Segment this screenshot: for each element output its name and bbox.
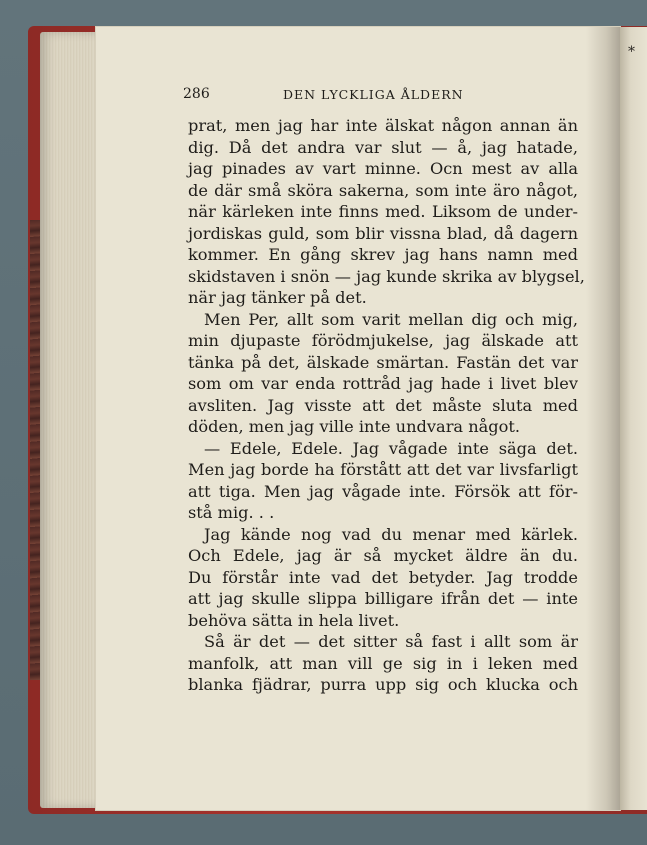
text-line: Så är det — det sitter så fast i allt som är (204, 632, 578, 651)
page-gutter-shadow (586, 27, 620, 810)
text-line: kommer. En gång skrev jag hans namn med (188, 245, 578, 264)
text-line: Men jag borde ha förstått att det var livsfarligt (188, 460, 578, 479)
text-line: när kärleken inte finns med. Liksom de under- (188, 202, 578, 221)
text-line: att jag skulle slippa billigare ifrån det — inte (188, 589, 578, 608)
text-line: skidstaven i snön — jag kunde skrika av blygsel, (188, 266, 585, 286)
text-line: Jag kände nog vad du menar med kärlek. (204, 524, 578, 544)
page-number: 286 (183, 86, 210, 102)
text-line: jordiskas guld, som blir vissna blad, då dagern (188, 223, 578, 243)
text-line: avsliten. Jag visste att det måste sluta med (188, 395, 578, 415)
running-title: DEN LYCKLIGA ÅLDERN (283, 87, 464, 102)
text-line: tänka på det, älskade smärtan. Fastän det var (188, 352, 578, 372)
facing-page-mark: * (628, 44, 635, 60)
text-line: jag pinades av vart minne. Ocn mest av alla (188, 159, 578, 178)
text-line: Och Edele, jag är så mycket äldre än du. (188, 546, 578, 565)
facing-page-edge (620, 27, 647, 810)
text-line: när jag tänker på det. (188, 288, 367, 307)
text-line: blanka fjädrar, purra upp sig och klucka och (188, 675, 578, 694)
text-line: min djupaste förödmjukelse, jag älskade att (188, 331, 578, 350)
text-line: manfolk, att man vill ge sig in i leken med (188, 653, 578, 673)
text-line: döden, men jag ville inte undvara något. (188, 417, 521, 436)
text-line: de där små sköra sakerna, som inte äro något, (188, 180, 578, 200)
text-line: som om var enda rottråd jag hade i livet blev (188, 374, 578, 393)
text-line: dig. Då det andra var slut — å, jag hatade, (188, 137, 578, 157)
text-line: prat, men jag har inte älskat någon annan än (188, 116, 578, 135)
text-line: att tiga. Men jag vågade inte. Försök att för- (188, 481, 578, 501)
text-line: behöva sätta in hela livet. (188, 610, 400, 630)
page-header (183, 86, 583, 106)
text-line: — Edele, Edele. Jag vågade inte säga det. (204, 438, 578, 458)
text-line: stå mig. . . (188, 503, 275, 522)
body-text (188, 115, 585, 696)
text-line: Men Per, allt som varit mellan dig och mig, (204, 309, 578, 329)
text-line: Du förstår inte vad det betyder. Jag trodde (188, 567, 578, 587)
